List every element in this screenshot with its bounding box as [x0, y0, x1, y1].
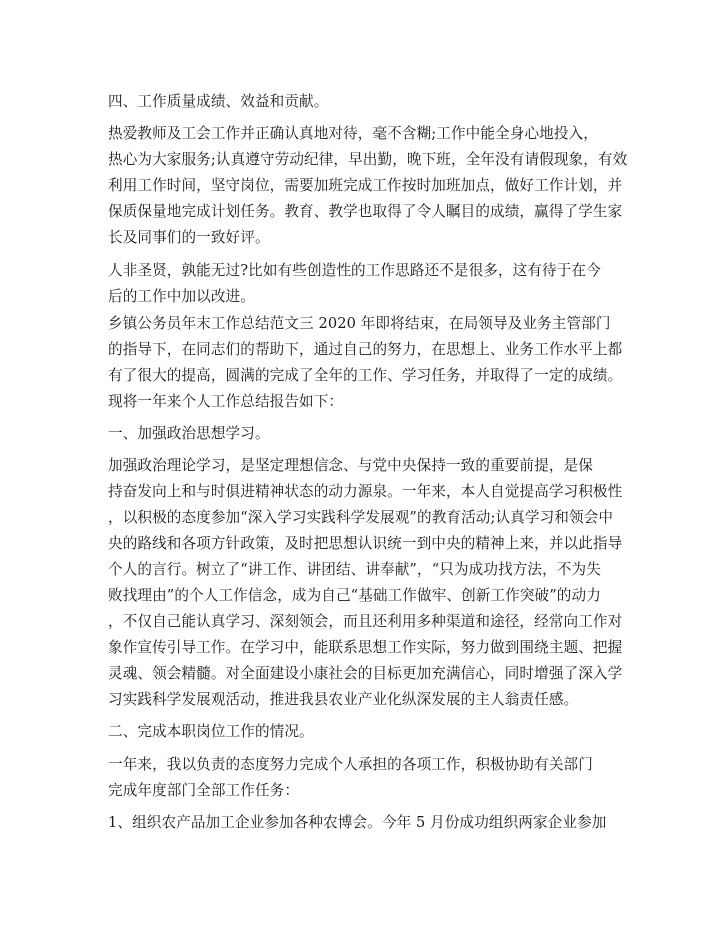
text-line: 1、组织农产品加工企业参加各种农博会。今年 5 月份成功组织两家企业参加: [108, 814, 607, 831]
text-line: 央的路线和各项方针政策，及时把思想认识统一到中央的精神上来，并以此指导: [108, 535, 623, 552]
text-line: 一、加强政治思想学习。: [108, 425, 270, 442]
text-line: 习实践科学发展观活动，推进我县农业产业化纵深发展的主人翁责任感。: [108, 691, 579, 708]
text-line: ，以积极的态度参加“深入学习实践科学发展观”的教育活动;认真学习和领会中: [108, 509, 614, 526]
text-line: 利用工作时间，坚守岗位，需要加班完成工作按时加班加点，做好工作计划，并: [108, 177, 623, 194]
text-line: 有了很大的提高，圆满的完成了全年的工作、学习任务，并取得了一定的成绩。: [108, 367, 623, 384]
text-line: ，不仅自己能认真学习、深刻领会，而且还利用多种渠道和途径，经常向工作对: [108, 613, 623, 630]
text-line: 个人的言行。树立了“讲工作、讲团结、讲奉献”，“只为成功找方法，不为失: [108, 561, 601, 578]
text-line: 二、完成本职岗位工作的情况。: [108, 723, 314, 740]
text-line: 后的工作中加以改进。: [108, 288, 255, 305]
text-line: 热爱教师及工会工作并正确认真地对待，毫不含糊;工作中能全身心地投入，: [108, 125, 598, 142]
text-line: 长及同事们的一致好评。: [108, 229, 270, 246]
text-line: 热心为大家服务;认真遵守劳动纪律，早出勤，晚下班，全年没有请假现象，有效: [108, 151, 628, 168]
text-line: 人非圣贤，孰能无过?比如有些创造性的工作思路还不是很多，这有待于在今: [108, 262, 601, 279]
text-line: 灵魂、领会精髓。对全面建设小康社会的目标更加充满信心，同时增强了深入学: [108, 665, 623, 682]
text-line: 一年来，我以负责的态度努力完成个人承担的各项工作，积极协助有关部门: [108, 756, 593, 773]
text-line: 的指导下，在同志们的帮助下，通过自己的努力，在思想上、业务工作水平上都: [108, 341, 623, 358]
text-line: 乡镇公务员年末工作总结范文三 2020 年即将结束，在局领导及业务主管部门: [108, 315, 611, 332]
text-line: 象作宣传引导工作。在学习中，能联系思想工作实际，努力做到围绕主题、把握: [108, 639, 623, 656]
text-line: 持奋发向上和与时俱进精神状态的动力源泉。一年来，本人自觉提高学习积极性: [108, 483, 623, 500]
text-line: 保质保量地完成计划任务。教育、教学也取得了令人瞩目的成绩，赢得了学生家: [108, 203, 623, 220]
text-line: 加强政治理论学习，是坚定理想信念、与党中央保持一致的重要前提，是保: [108, 457, 593, 474]
text-line: 败找理由”的个人工作信念，成为自己“基础工作做牢、创新工作突破”的动力: [108, 587, 601, 604]
text-line: 四、工作质量成绩、效益和贡献。: [108, 93, 329, 110]
text-line: 现将一年来个人工作总结报告如下：: [108, 393, 344, 410]
text-line: 完成年度部门全部工作任务：: [108, 782, 300, 799]
